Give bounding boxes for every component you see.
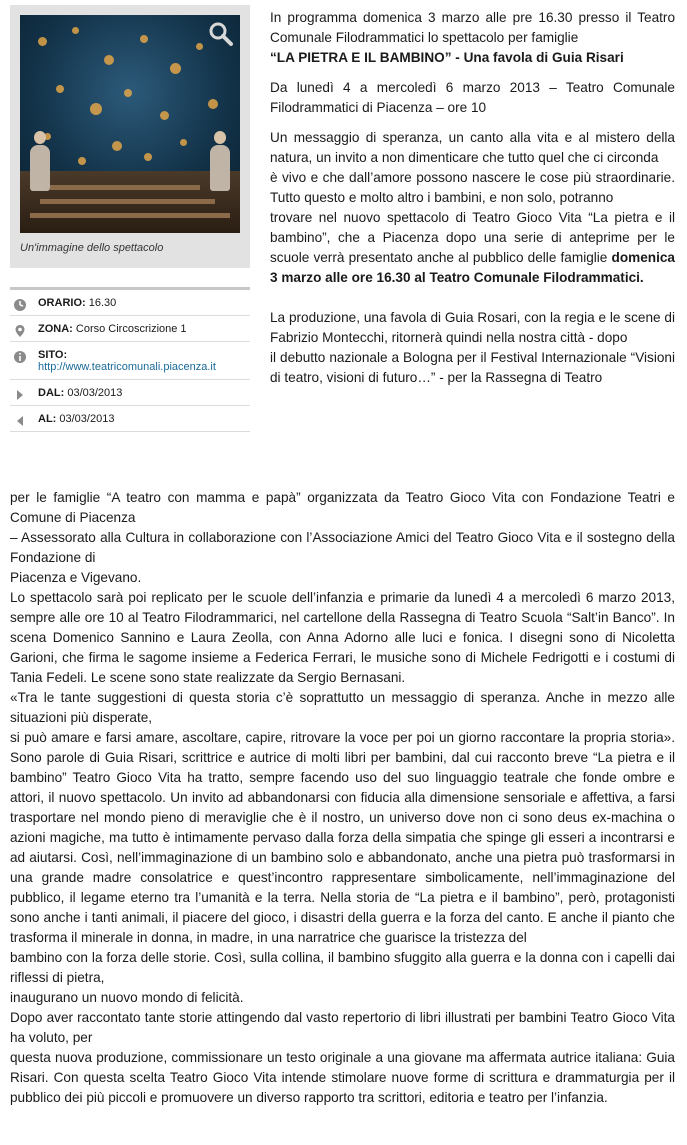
- show-photo[interactable]: [20, 15, 240, 233]
- info-orario: [10, 290, 250, 316]
- body-quote-main: si può amare e farsi amare, ascoltare, capire, ritrovare la voce per poi un giorno raccontare la propria storia». Sono parole di Guia Risari, scrittrice e autrice di molti libri per bambini, dal cui racconto breve “La pietra e il bambino” Teatro Gioco Vita ha tratto, sempre facendo uso del suo linguaggio teatrale che fonde ombre e attori, il nuovo spettacolo. Un invito ad abbandonarsi con fiducia alla dimensione sensoriale e affettiva, a farsi trasportare nel mondo pieno di meraviglie che è il nostro, un universo dove non ci sono deus ex-machina o azioni magiche, ma tutto è intimamente pervaso dalla forza della simpatia che spinge gli esseri a incontrarsi e ad aiutarsi. Così, nell’immaginazione di un bambino solo e abbandonato, anche una pietra può trasformarsi in una grande madre consolatrice e quest’incontro rappresentare simbolicamente, nell’immaginazione del pubblico, il legame eterno tra l’umanità e la terra. Nella storia de “La pietra e il bambino”, però, protagonisti sono anche i tanti animali, il piacere del gioco, i disastri della guerra e la forza del canto. E anche il pianto che trasforma il minerale in donna, in madre, in una narratrice che guarisce la tristezza del: [10, 730, 675, 945]
- message-highlight: domenica 3 marzo alle ore 16.30 al Teatro Comunale Filodrammatici.: [270, 250, 675, 285]
- photo-caption: Un'immagine dello spettacolo: [20, 242, 164, 254]
- sito-link[interactable]: http://www.teatricomunali.piacenza.it: [38, 361, 216, 373]
- intro-title: “LA PIETRA E IL BAMBINO” - Una favola di Guia Risari: [270, 50, 624, 65]
- body-production-start: Dopo aver raccontato tante storie attingendo dal vasto repertorio di libri illustrati per bambini Teatro Gioco Vita ha voluto, per: [10, 1010, 675, 1045]
- info-al: [10, 406, 250, 432]
- zona-label: ZONA:: [38, 323, 73, 335]
- body-quote-start: «Tra le tante suggestioni di questa storia c’è soprattutto un messaggio di speranza. Anche in mezzo alle situazioni più disperate,: [10, 690, 675, 725]
- sito-label: SITO:: [38, 349, 68, 361]
- arrow-left-icon: [13, 414, 27, 428]
- info-icon: [13, 350, 27, 364]
- sidebar: [10, 5, 250, 432]
- article-body: [10, 488, 675, 1108]
- body-line-3: Piacenza e Vigevano.: [10, 570, 142, 585]
- dal-label: DAL:: [38, 387, 65, 399]
- body-line-1: per le famiglie “A teatro con mamma e papà” organizzata da Teatro Gioco Vita con Fondazione Teatri e Comune di Piacenza: [10, 490, 675, 525]
- clock-icon: [13, 298, 27, 312]
- zona-value: Corso Circoscrizione 1: [75, 323, 187, 335]
- dates-paragraph: Da lunedì 4 a mercoledì 6 marzo 2013 – Teatro Comunale Filodrammatici di Piacenza – ore 10: [270, 80, 675, 115]
- info-zona: [10, 316, 250, 342]
- production-line-1: La produzione, una favola di Guia Rosari, con la regia e le scene di Fabrizio Montecchi, ritornerà quindi nella nostra città - dopo: [270, 310, 675, 345]
- body-quote-end: bambino con la forza delle storie. Così, sulla collina, il bambino sfuggito alla guerra e la donna con i capelli dai riflessi di pietra,: [10, 950, 675, 985]
- photo-box: [10, 5, 250, 268]
- production-paragraph: [270, 308, 675, 388]
- message-paragraph: [270, 128, 675, 288]
- info-dal: [10, 380, 250, 406]
- event-info: [10, 287, 250, 432]
- info-sito: [10, 342, 250, 380]
- al-label: AL:: [38, 413, 57, 425]
- message-line-1: Un messaggio di speranza, un canto alla vita e al mistero della natura, un invito a non dimenticare che tutto quel che ci circonda: [270, 130, 675, 165]
- arrow-right-icon: [13, 388, 27, 402]
- map-pin-icon: [13, 324, 27, 338]
- intro-text: In programma domenica 3 marzo alle pre 16.30 presso il Teatro Comunale Filodrammatici lo spettacolo per famiglie: [270, 10, 675, 45]
- orario-value: 16.30: [88, 297, 117, 309]
- article-intro: [270, 8, 675, 398]
- production-line-2: il debutto nazionale a Bologna per il Festival Internazionale “Visioni di teatro, visioni di futuro…” - per la Rassegna di Teatro: [270, 350, 675, 385]
- body-production-main: questa nuova produzione, commissionare un testo originale a una giovane ma affermata autrice italiana: Guia Risari. Con questa scelta Teatro Gioco Vita intende stimolare nuove forme di scrittura e drammaturgia per il pubblico dei più piccoli e promuovere un diverso rapporto tra scrittori, editoria e teatro per l’infanzia.: [10, 1050, 675, 1105]
- dal-value: 03/03/2013: [67, 387, 123, 399]
- body-paragraph-replica: Lo spettacolo sarà poi replicato per le scuole dell’infanzia e primarie da lunedì 4 a mercoledì 6 marzo 2013, sempre alle ore 10 al Teatro Filodrammarici, nel cartellone della Rassegna di Teatro Scuola “Salt’in Banco”. In scena Domenico Sannino e Laura Zeolla, con Anna Adorno alle luci e fonica. I disegni sono di Nicoletta Garioni, che firma le sagome insieme a Federica Ferrari, le musiche sono di Michele Fedrigotti e i costumi di Tania Fedeli. Le scene sono state realizzate da Sergio Bernasani.: [10, 590, 675, 685]
- body-quote-close: inaugurano un nuovo mondo di felicità.: [10, 990, 244, 1005]
- message-line-3: trovare nel nuovo spettacolo di Teatro Gioco Vita “La pietra e il bambino”, che a Piacenza dopo una serie di anteprime per le scuole verrà presentato anche al pubblico delle famiglie: [270, 210, 675, 265]
- intro-paragraph: [270, 8, 675, 68]
- orario-label: ORARIO:: [38, 297, 86, 309]
- body-line-2: – Assessorato alla Cultura in collaborazione con l’Associazione Amici del Teatro Gioco Vita e il sostegno della Fondazione di: [10, 530, 675, 565]
- message-line-2: è vivo e che dall’amore possono nascere le cose più straordinarie. Tutto questo e molto altro i bambini, e non solo, potranno: [270, 170, 675, 205]
- zoom-icon[interactable]: [208, 21, 234, 47]
- al-value: 03/03/2013: [59, 413, 115, 425]
